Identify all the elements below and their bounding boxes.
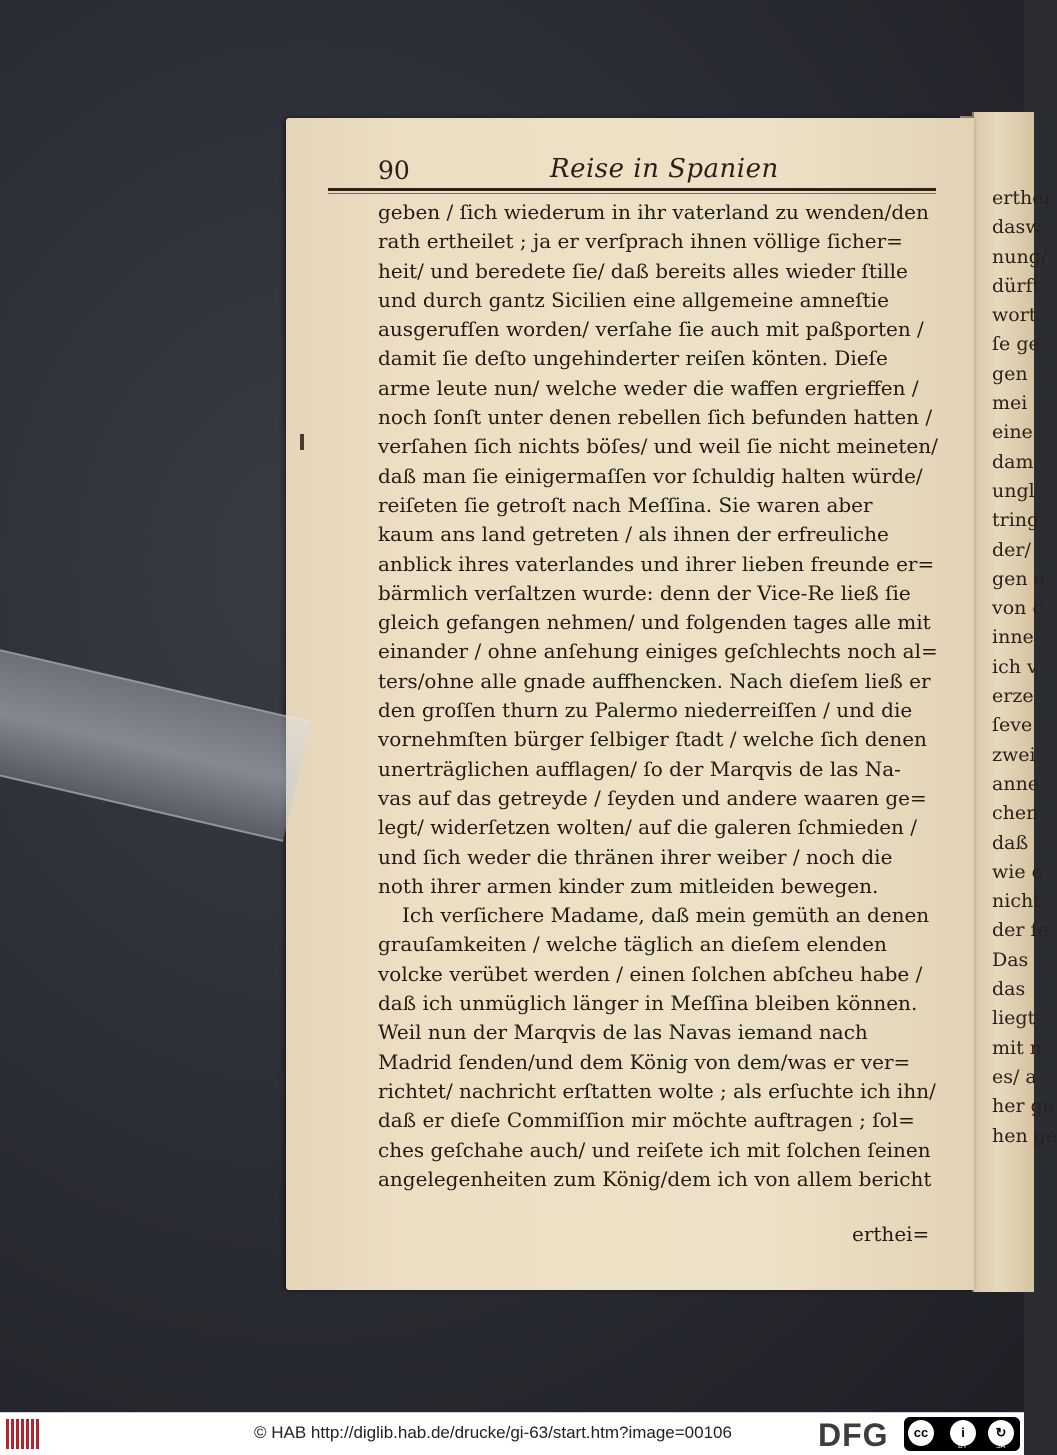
hab-logo-icon [6,1419,40,1449]
next-page-fragment: erthei [992,187,1050,209]
text-line: gleich gefangen nehmen/ und folgenden tages alle mit [378,610,931,635]
next-page-fragment: dasw [992,216,1042,239]
next-page-fragment: tring [992,509,1040,532]
text-line: daß man ſie einigermaſſen vor ſchuldig halten würde/ [378,463,923,488]
next-page-fragment: hen ge [992,1124,1057,1147]
text-line: geben / ſich wiederum in ihr vaterland zu wenden/den [378,200,929,224]
text-line: richtet/ nachricht erſtatten wolte ; als erſuchte ich ihn/ [378,1078,936,1103]
text-line: vornehmſten bürger ſelbiger ſtadt / welche ſich denen [378,727,927,752]
next-page-sliver [972,112,1057,1292]
running-title: Reise in Spanien [550,154,779,184]
sa-icon: ↻ [988,1420,1014,1446]
text-line: den groſſen thurn zu Palermo niederreiſſen / und die [378,698,913,723]
text-line: daß ich unmüglich länger in Meſſina bleiben können. [378,991,918,1016]
next-page-fragment: von c [992,597,1044,620]
text-line: noch ſonſt unter denen rebellen ſich befunden hatten / [378,405,933,430]
next-page-fragment: es/ a [992,1065,1037,1088]
text-line: arme leute nun/ welche weder die waffen ergrieffen / [378,375,919,400]
next-page-fragment: mit n [992,1036,1043,1059]
text-line: reiſeten ſie getroſt nach Meſſina. Sie waren aber [378,492,873,517]
next-page-fragment: der ſe [992,919,1049,942]
text-line: ches geſchahe auch/ und reiſete ich mit ſolchen ſeinen [378,1137,931,1162]
text-line: volcke verübet werden / einen ſolchen abſcheu habe / [378,961,923,986]
text-line: vas auf das getreyde / ſeyden und andere waaren ge= [378,785,927,810]
next-page-fragment: dam [992,450,1034,473]
page-number: 90 [378,156,410,185]
next-page-fragment: ſe ge [992,333,1040,356]
text-line: damit ſie deſto ungehinderter reiſen könten. Dieſe [378,346,888,371]
text-line: unerträglichen aufflagen/ ſo der Marqvis de las Na- [378,756,901,781]
next-page-fragment: gen [992,362,1028,385]
catchword: erthei= [852,1222,930,1246]
text-line: und durch gantz Sicilien eine allgemeine amneſtie [378,287,889,312]
next-page-fragment: gen e [992,567,1045,590]
text-line: angelegenheiten zum König/dem ich von allem bericht [378,1166,932,1191]
next-page-fragment: inne [992,626,1034,649]
by-label: BY [958,1443,968,1450]
text-line: einander / ohne anſehung einiges geſchlechts noch al= [378,639,938,664]
text-line: Madrid ſenden/und dem König von dem/was er ver= [378,1049,911,1074]
text-line: daß er dieſe Commiſſion mir möchte auftragen ; ſol= [378,1108,915,1133]
sa-label: SA [996,1443,1006,1450]
text-line: anblick ihres vaterlandes und ihrer lieben freunde er= [378,551,935,576]
dfg-logo: DFG [818,1417,889,1453]
cc-icon: cc [908,1420,934,1446]
next-page-fragment: dürft [992,274,1041,297]
header-rule-thin [328,193,936,194]
next-page-fragment: nicht [992,890,1041,913]
next-page-fragment: anne [992,772,1040,795]
text-line: ters/ohne alle gnade auffhencken. Nach dieſem ließ er [378,668,931,693]
text-line: kaum ans land getreten / als ihnen der erfreuliche [378,522,889,547]
text-line: legt/ widerſetzen wolten/ auf die galeren ſchmieden / [378,815,918,840]
book-page [286,118,974,1290]
body-text [378,198,938,1194]
margin-mark [300,434,304,450]
next-page-fragment: liegt [992,1007,1036,1030]
text-line: bärmlich verſaltzen wurde: denn der Vice-Re ließ ſie [378,580,911,605]
text-line: und ſich weder die thränen ihrer weiber / noch die [378,844,893,869]
next-page-text [992,184,1057,1151]
text-line: heit/ und beredete ſie/ daß bereits alles wieder ſtille [378,258,908,283]
text-line: Ich verſichere Madame, daß mein gemüth an denen [402,903,930,928]
next-page-fragment: zwei [992,743,1036,766]
next-page-fragment: wort [992,304,1037,327]
next-page-fragment: ſeve [992,714,1033,737]
header-rule [328,188,936,191]
footer-credit[interactable]: © HAB http://diglib.hab.de/drucke/gi-63/start.htm?image=00106 [254,1423,732,1442]
text-line: noth ihrer armen kinder zum mitleiden bewegen. [378,873,879,898]
next-page-fragment: eine [992,421,1033,444]
next-page-fragment: das [992,978,1026,1001]
text-line: Weil nun der Marqvis de las Navas iemand nach [378,1020,868,1045]
footer-bar [0,1412,1024,1455]
next-page-fragment: nung/ [992,245,1048,268]
next-page-fragment: Das [992,948,1029,971]
text-line: rath ertheilet ; ja er verſprach ihnen völlige ſicher= [378,229,903,254]
next-page-fragment: ich v [992,655,1038,678]
next-page-fragment: der/ [992,538,1031,561]
text-line: verſahen ſich nichts böſes/ und weil ſie nicht meineten/ [378,434,938,459]
next-page-fragment: mei [992,392,1028,415]
next-page-fragment: erze [992,685,1034,708]
next-page-fragment: ungl [992,479,1035,502]
next-page-fragment: daß [992,831,1029,854]
cc-license-badge[interactable] [904,1417,1020,1451]
next-page-fragment: her ge [992,1095,1055,1118]
next-page-fragment: chen [992,802,1039,825]
by-icon: i [950,1420,976,1446]
text-line: ausgerufſen worden/ verſahe ſie auch mit paßporten / [378,317,924,342]
text-line: grauſamkeiten / welche täglich an dieſem elenden [378,932,887,957]
next-page-fragment: wie e [992,860,1043,883]
